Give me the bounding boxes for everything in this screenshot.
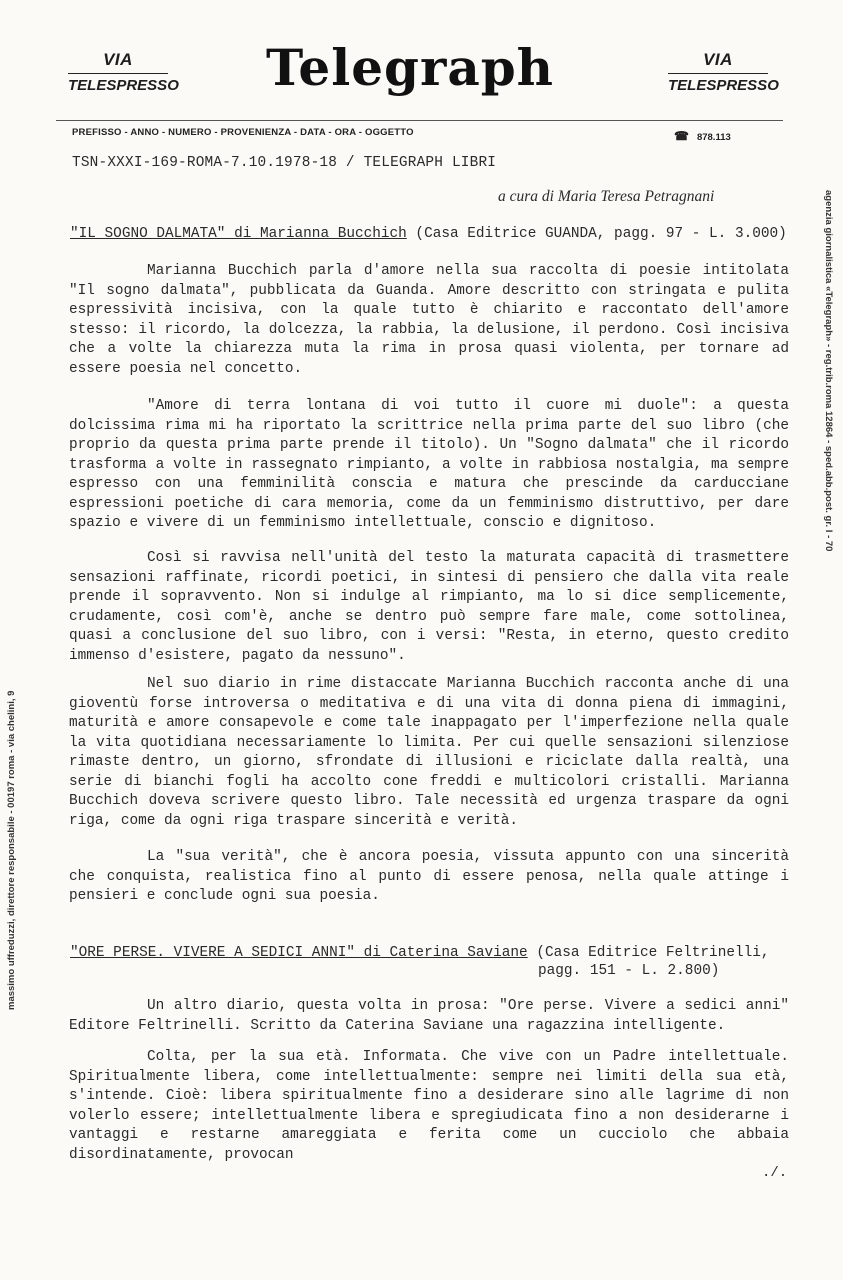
telespresso-label: TELESPRESSO <box>668 73 768 94</box>
continued-mark: ./. <box>762 1165 788 1181</box>
header-divider <box>56 120 783 121</box>
dispatch-code: TSN-XXXI-169-ROMA-7.10.1978-18 / TELEGRAPH LIBRI <box>72 155 497 171</box>
via-telespresso-right <box>668 50 779 94</box>
via-label: VIA <box>103 50 133 69</box>
book1-paragraph: Così si ravvisa nell'unità del testo la maturata capacità di trasmettere sensazioni raffinate, ricordi poetici, in sintesi di pensiero che dalla vita reale prende il sopravvento. Non si indulge al rimpianto, ma lo si dice semplicemente, crudamente, così com'è, anche se dentro può sempre fare male, come sottolinea, quasi a conclusione del suo libro, con i versi: "Resta, in eterno, questo credito immenso d'esistere, pagato da nessuno". <box>69 550 789 664</box>
book1-title: "IL SOGNO DALMATA" di Marianna Bucchich <box>70 226 407 242</box>
book2-details-cont: pagg. 151 - L. 2.800) <box>538 963 720 979</box>
book1-paragraph: "Amore di terra lontana di voi tutto il cuore mi duole": a questa dolcissima rima mi ha riportato la scrittrice nella prima parte del suo libro (che proprio da questa prima parte prende il titolo). Un "Sogno dalmata" che il ricordo trasforma a volte in rassegnato rimpianto, a volte in rabbiosa nostalgia, ma sempre espresso con una femminilità conscia e matura che prescinde da carducciane espressioni poetiche di cara memoria, come da un femminismo distruttivo, per dare spazio e vivere di un femminismo intellettuale, conscio e dignitoso. <box>69 398 789 531</box>
via-telespresso-left <box>68 50 179 94</box>
side-imprint-right: agenzia giornalistica «Telegraph» - reg.trib.roma 12864 - sped.abb.post. gr. I - 70 <box>823 190 834 552</box>
book1-details: (Casa Editrice GUANDA, pagg. 97 - L. 3.000) <box>406 226 787 242</box>
book2-paragraph: Colta, per la sua età. Informata. Che vive con un Padre intellettuale. Spiritualmente libera, come intellettualmente: sempre nei limiti della sua età, s'intende. Cioè: libera spiritualmente fino a desiderare sino alle lagrime di non volerlo essere; intellettualmente libera e spregiudicata fino a non desiderarne i vantaggi e restarne amareggiata e ferita come un cucciolo che abbaia disordinatamente, provocan <box>69 1049 789 1163</box>
book2-title: "ORE PERSE. VIVERE A SEDICI ANNI" di Caterina Saviane <box>70 945 528 961</box>
author-credit: a cura di Maria Teresa Petragnani <box>498 188 715 205</box>
masthead-logo: Telegraph <box>265 38 555 97</box>
book2-heading <box>70 945 770 961</box>
book1-paragraph: Marianna Bucchich parla d'amore nella sua raccolta di poesie intitolata "Il sogno dalmata", pubblicata da Guanda. Amore descritto con stringata e pulita espressività incisiva, con la quale tutto è chiarito e raccontato dell'amore stesso: il ricordo, la dolcezza, la rabbia, la delusione, il perdono. Così incisiva che a volte la chiarezza muta la rima in prosa quasi violenta, per tornare ad essere poesia nel concetto. <box>69 263 789 377</box>
telephone-icon: ☎ <box>674 129 689 143</box>
phone-value: 878.113 <box>696 132 731 143</box>
via-label: VIA <box>703 50 733 69</box>
book1-heading <box>70 226 787 242</box>
header-fields: PREFISSO - ANNO - NUMERO - PROVENIENZA - DATA - ORA - OGGETTO <box>72 127 414 138</box>
phone-number <box>674 129 731 143</box>
side-imprint-left: massimo uffreduzzi, direttore responsabile - 00197 roma - via chelini, 9 <box>6 690 17 1010</box>
book1-paragraph: La "sua verità", che è ancora poesia, vissuta appunto con una sincerità che conquista, realistica fino al punto di essere penosa, nella quale attinge i pensieri e conclude ogni sua poesia. <box>69 849 789 904</box>
book2-details: (Casa Editrice Feltrinelli, <box>527 945 770 961</box>
book2-paragraph: Un altro diario, questa volta in prosa: "Ore perse. Vivere a sedici anni" Editore Feltrinelli. Scritto da Caterina Saviane una ragazzina intelligente. <box>69 998 789 1034</box>
telespresso-label: TELESPRESSO <box>68 73 168 94</box>
book1-paragraph: Nel suo diario in rime distaccate Marianna Bucchich racconta anche di una gioventù forse introversa o meditativa e di una vita di donna piena di immagini, maturità e amore consapevole e come tale inappagato per l'imperfezione nella quale la vita quotidiana necessariamente lo limita. Per cui quelle sensazioni silenziose rimaste dentro, un giorno, sfrondate di illusioni e riciclate dalla realtà, una serie di bianchi fogli ha accolto cone freddi e multicolori cristalli. Marianna Bucchich doveva scrivere questo libro. Tale necessità ed urgenza traspare da ogni riga, come da ogni riga traspare sincerità e verità. <box>69 676 789 829</box>
